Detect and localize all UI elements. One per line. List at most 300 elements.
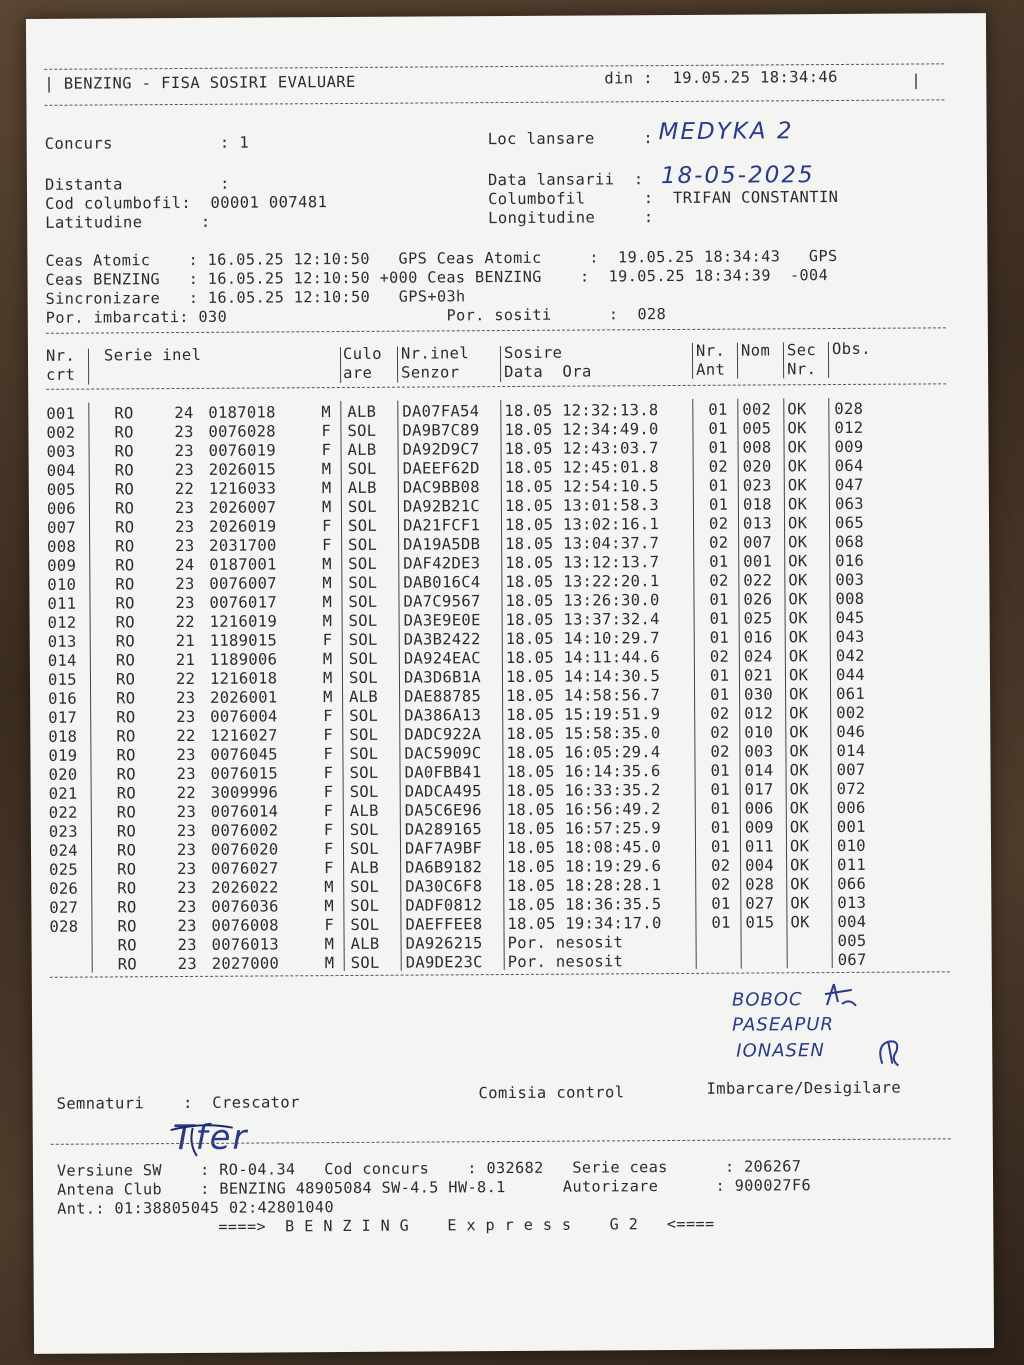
row-sec: OK xyxy=(788,609,808,628)
row-sec: OK xyxy=(790,894,810,913)
row-culoare: SOL xyxy=(349,744,379,763)
row-sex: F xyxy=(321,441,332,460)
header-crt: crt xyxy=(46,365,76,384)
imbarcare-desigilare-label: Imbarcare/Desigilare xyxy=(706,1078,902,1098)
row-senzor: DAC5909C xyxy=(404,744,482,763)
row-nom: 030 xyxy=(744,685,774,704)
row-sosire: 18.05 14:58:56.7 xyxy=(506,686,661,706)
row-inel: 0076004 xyxy=(210,707,278,726)
row-senzor: DA5C6E96 xyxy=(404,801,482,820)
row-obs: 061 xyxy=(836,684,866,704)
row-sec: OK xyxy=(789,723,809,742)
row-sec: OK xyxy=(789,742,809,761)
row-sosire: Por. nesosit xyxy=(507,952,624,972)
row-sex: M xyxy=(324,954,335,973)
arrival-sheet-paper xyxy=(26,13,994,1354)
row-sec: OK xyxy=(788,552,808,571)
row-inel: 1216033 xyxy=(208,479,277,498)
row-nom: 002 xyxy=(742,400,772,419)
row-antena: 01 xyxy=(708,476,729,495)
row-antena: 02 xyxy=(710,742,730,761)
row-obs: 012 xyxy=(834,418,864,438)
row-sec: OK xyxy=(787,514,808,533)
row-sosire: 18.05 14:11:44.6 xyxy=(505,648,661,668)
row-crt: 021 xyxy=(48,784,78,803)
row-senzor: DA289165 xyxy=(404,820,483,839)
row-antena: 02 xyxy=(709,571,729,590)
row-senzor: DAEFFEE8 xyxy=(405,915,483,934)
row-crt: 018 xyxy=(48,727,78,746)
longitudine-field: Longitudine : xyxy=(488,208,654,228)
row-crt: 013 xyxy=(47,632,77,651)
row-an: 23 xyxy=(177,954,198,974)
row-an: 23 xyxy=(177,859,197,879)
row-sec: OK xyxy=(787,438,807,457)
row-sosire: 18.05 18:19:29.6 xyxy=(507,857,662,877)
col-line-5-header xyxy=(692,343,693,379)
row-nom: 006 xyxy=(744,799,774,818)
row-sex: M xyxy=(322,555,332,574)
row-an: 22 xyxy=(176,783,196,803)
row-sex: M xyxy=(324,897,335,916)
row-obs: 045 xyxy=(835,608,865,628)
row-culoare: SOL xyxy=(348,554,378,573)
header-serie-inel: Serie inel xyxy=(103,345,202,365)
row-sec: OK xyxy=(787,457,807,476)
row-crt: 026 xyxy=(49,879,79,898)
header-culoare-2: are xyxy=(343,363,373,383)
row-antena: 01 xyxy=(710,685,730,704)
row-an: 22 xyxy=(175,612,195,632)
row-sex: F xyxy=(322,631,333,650)
row-culoare: SOL xyxy=(347,421,377,440)
row-nom: 008 xyxy=(742,438,772,457)
row-tara: RO xyxy=(114,480,135,499)
row-antena: 01 xyxy=(708,400,728,419)
row-tara: RO xyxy=(116,803,137,822)
row-sec: OK xyxy=(790,913,810,932)
row-nom: 003 xyxy=(744,742,774,761)
row-nom: 013 xyxy=(742,514,772,533)
row-antena: 01 xyxy=(710,818,731,837)
row-antena: 02 xyxy=(708,514,729,533)
row-sec: OK xyxy=(788,590,808,609)
row-an: 22 xyxy=(174,479,195,499)
concurs-field: Concurs : 1 xyxy=(44,133,250,153)
row-an: 23 xyxy=(176,821,197,841)
row-sec: OK xyxy=(789,837,810,856)
row-antena: 02 xyxy=(710,704,730,723)
row-nom: 027 xyxy=(745,894,775,913)
row-antena: 02 xyxy=(708,457,729,476)
row-inel: 0076019 xyxy=(208,441,277,460)
handwritten-note-3: IONASEN xyxy=(736,1040,825,1062)
row-sex: F xyxy=(323,745,334,764)
row-obs: 002 xyxy=(836,703,866,723)
latitudine-field: Latitudine : xyxy=(45,212,211,232)
row-senzor: DA0FBB41 xyxy=(404,763,482,782)
row-an: 23 xyxy=(174,460,195,480)
row-culoare: ALB xyxy=(350,934,380,953)
columbofil-field: Columbofil : TRIFAN CONSTANTIN xyxy=(487,187,839,209)
distanta-field: Distanta : xyxy=(44,174,230,194)
row-crt: 011 xyxy=(47,594,77,613)
row-culoare: SOL xyxy=(347,497,377,516)
row-tara: RO xyxy=(114,442,134,461)
row-nom: 024 xyxy=(743,647,773,666)
row-senzor: DA07FA54 xyxy=(402,402,480,421)
row-obs: 008 xyxy=(835,589,865,609)
row-nom: 022 xyxy=(743,571,773,590)
row-culoare: SOL xyxy=(348,649,378,668)
row-obs: 064 xyxy=(834,456,864,476)
row-sosire: 18.05 12:45:01.8 xyxy=(504,458,659,478)
row-nom: 007 xyxy=(743,533,773,552)
crescator-signature: Tfer xyxy=(172,1117,249,1159)
row-sec: OK xyxy=(787,476,808,495)
row-antena: 01 xyxy=(709,609,729,628)
row-nom: 014 xyxy=(744,761,774,780)
row-obs: 004 xyxy=(837,912,867,932)
row-sosire: 18.05 13:01:58.3 xyxy=(504,496,660,516)
row-obs: 065 xyxy=(834,513,864,533)
table-header-divider xyxy=(46,383,946,389)
porumbei-count-line: Por. imbarcati: 030 Por. sositi : 028 xyxy=(45,305,667,327)
row-senzor: DA7C9567 xyxy=(403,592,481,611)
row-sosire: 18.05 19:34:17.0 xyxy=(507,914,662,934)
row-sex: M xyxy=(324,935,335,954)
row-culoare: ALB xyxy=(349,687,379,706)
row-sex: M xyxy=(322,612,333,631)
initials-mark-3 xyxy=(874,1036,908,1068)
row-culoare: SOL xyxy=(348,573,378,592)
row-antena: 01 xyxy=(709,628,730,647)
row-culoare: ALB xyxy=(347,440,377,459)
header-nom: Nom xyxy=(740,341,771,360)
row-culoare: SOL xyxy=(350,896,380,915)
row-crt: 016 xyxy=(48,689,78,708)
row-inel: 0076008 xyxy=(211,916,279,935)
row-antena: 01 xyxy=(709,666,730,685)
row-sosire: 18.05 13:12:13.7 xyxy=(505,553,660,573)
row-obs: 005 xyxy=(837,931,867,951)
row-tara: RO xyxy=(115,556,135,575)
row-culoare: SOL xyxy=(350,953,380,972)
row-tara: RO xyxy=(116,841,137,860)
row-obs: 009 xyxy=(834,437,864,457)
row-tara: RO xyxy=(114,461,135,480)
row-tara: RO xyxy=(117,955,138,974)
row-an: 21 xyxy=(175,631,196,651)
row-sosire: 18.05 12:34:49.0 xyxy=(504,420,659,440)
row-crt: 025 xyxy=(49,860,79,879)
row-an: 24 xyxy=(175,555,195,575)
header-data-ora: Data Ora xyxy=(504,362,592,382)
row-sex: M xyxy=(322,669,333,688)
row-sec: OK xyxy=(789,799,810,818)
row-crt: 009 xyxy=(47,556,77,575)
row-obs: 063 xyxy=(834,494,864,514)
row-obs: 043 xyxy=(835,627,865,647)
row-tara: RO xyxy=(116,727,136,746)
row-sex: M xyxy=(321,498,332,517)
row-nom: 010 xyxy=(744,723,774,742)
row-senzor: DADC922A xyxy=(404,725,482,744)
row-crt: 027 xyxy=(49,898,79,917)
row-sec: OK xyxy=(788,571,808,590)
row-crt: 001 xyxy=(46,404,76,423)
row-senzor: DA92B21C xyxy=(402,497,481,516)
row-sec: OK xyxy=(788,533,808,552)
row-nom: 028 xyxy=(745,875,775,894)
row-sex: F xyxy=(321,517,332,536)
row-sec: OK xyxy=(788,628,809,647)
row-senzor: DAEEF62D xyxy=(402,459,480,478)
col-line-2-header xyxy=(340,347,341,383)
row-sec: OK xyxy=(787,495,808,514)
row-senzor: DADF0812 xyxy=(405,896,483,915)
row-antena: 01 xyxy=(710,837,731,856)
row-crt: 003 xyxy=(46,442,76,461)
row-crt: 020 xyxy=(48,765,78,784)
row-sex: M xyxy=(324,878,334,897)
row-sosire: 18.05 18:36:35.5 xyxy=(507,895,662,915)
row-nom: 016 xyxy=(743,628,773,647)
row-sex: M xyxy=(322,574,333,593)
col-line-3-header xyxy=(397,347,398,383)
row-nom: 001 xyxy=(743,552,773,571)
row-senzor: DA3B2422 xyxy=(403,630,481,649)
row-sex: F xyxy=(321,422,332,441)
row-crt: 010 xyxy=(47,575,77,594)
row-tara: RO xyxy=(115,651,136,670)
row-crt: 019 xyxy=(48,746,78,765)
row-sex: M xyxy=(322,593,333,612)
header-ant: Ant xyxy=(696,360,726,379)
row-an: 22 xyxy=(176,726,196,746)
row-sex: F xyxy=(323,821,334,840)
header-obs: Obs. xyxy=(831,339,871,359)
row-senzor: DA3D6B1A xyxy=(403,668,482,687)
row-nom: 020 xyxy=(742,457,772,476)
row-obs: 001 xyxy=(836,817,866,837)
row-sex: F xyxy=(324,916,335,935)
row-an: 22 xyxy=(175,669,196,689)
row-tara: RO xyxy=(116,765,136,784)
row-sex: M xyxy=(321,479,332,498)
row-an: 23 xyxy=(174,441,194,461)
row-sec: OK xyxy=(787,400,807,419)
row-antena: 02 xyxy=(710,723,730,742)
header-end-bar: | xyxy=(911,71,922,90)
row-sex: F xyxy=(323,707,333,726)
row-sosire: 18.05 13:04:37.7 xyxy=(505,534,660,554)
row-crt: 012 xyxy=(47,613,77,632)
row-obs: 014 xyxy=(836,741,866,761)
col-line-6-header xyxy=(737,343,738,379)
row-senzor: DADCA495 xyxy=(404,782,482,801)
row-inel: 0076036 xyxy=(211,897,279,916)
row-inel: 0076020 xyxy=(210,840,279,859)
row-culoare: ALB xyxy=(350,858,380,877)
row-culoare: ALB xyxy=(347,402,377,421)
row-an: 23 xyxy=(175,536,195,556)
row-sosire: 18.05 13:02:16.1 xyxy=(504,515,660,535)
row-inel: 1216019 xyxy=(209,612,278,631)
row-tara: RO xyxy=(116,784,136,803)
loc-lansare-label: Loc lansare : xyxy=(487,129,654,149)
footer-ant-line: Ant.: 01:38805045 02:42801040 xyxy=(57,1198,335,1218)
row-sec: OK xyxy=(787,419,807,438)
row-tara: RO xyxy=(114,404,134,423)
row-sosire: 18.05 12:43:03.7 xyxy=(504,439,659,459)
row-nom: 021 xyxy=(743,666,773,685)
row-inel: 2027000 xyxy=(211,954,280,973)
col-line-4-header xyxy=(500,346,501,382)
footer-versiune-line: Versiune SW : RO-04.34 Cod concurs : 032682 Serie ceas : 206267 xyxy=(56,1157,802,1180)
row-senzor: DA92D9C7 xyxy=(402,440,480,459)
row-tara: RO xyxy=(115,575,135,594)
row-inel: 1189006 xyxy=(209,650,278,669)
row-obs: 011 xyxy=(837,855,867,875)
row-obs: 006 xyxy=(836,798,866,818)
col-line-7-header xyxy=(783,342,784,378)
row-tara: RO xyxy=(116,708,136,727)
row-an: 23 xyxy=(176,764,196,784)
row-nom: 023 xyxy=(742,476,772,495)
row-inel: 0076014 xyxy=(210,802,279,821)
row-obs: 042 xyxy=(835,646,865,666)
sheet-title: | BENZING - FISA SOSIRI EVALUARE xyxy=(44,72,356,93)
row-an: 23 xyxy=(176,707,196,727)
header-culoare-1: Culo xyxy=(342,344,382,364)
row-tara: RO xyxy=(115,632,136,651)
row-an: 23 xyxy=(177,878,197,898)
row-tara: RO xyxy=(115,670,136,689)
row-sex: F xyxy=(323,783,334,802)
row-crt: 006 xyxy=(46,499,76,518)
row-obs: 016 xyxy=(835,551,865,571)
row-sec: OK xyxy=(790,856,810,875)
row-crt: 022 xyxy=(48,803,78,822)
row-culoare: ALB xyxy=(349,801,379,820)
row-sosire: 18.05 15:19:51.9 xyxy=(506,705,661,725)
row-nom: 005 xyxy=(742,419,772,438)
row-senzor: DA19A5DB xyxy=(403,535,481,554)
row-an: 23 xyxy=(177,916,197,936)
row-sosire: 18.05 12:54:10.5 xyxy=(504,477,659,497)
row-nom: 009 xyxy=(744,818,774,837)
row-sec: OK xyxy=(789,761,809,780)
row-culoare: SOL xyxy=(348,630,378,649)
header-nr-inel: Nr.inel xyxy=(400,344,470,363)
row-inel: 0076015 xyxy=(210,764,279,783)
row-antena: 01 xyxy=(709,552,729,571)
row-culoare: SOL xyxy=(349,820,379,839)
row-antena: 01 xyxy=(710,761,730,780)
row-culoare: SOL xyxy=(349,839,379,858)
row-sosire: 18.05 16:56:49.2 xyxy=(506,800,661,820)
row-an: 23 xyxy=(175,593,195,613)
row-culoare: SOL xyxy=(348,668,378,687)
row-antena: 02 xyxy=(709,533,729,552)
row-sec: OK xyxy=(789,685,809,704)
row-crt: 024 xyxy=(48,841,78,860)
row-sosire: 18.05 14:10:29.7 xyxy=(505,629,660,649)
row-tara: RO xyxy=(114,423,134,442)
row-inel: 1216027 xyxy=(210,726,278,745)
row-obs: 068 xyxy=(835,532,865,552)
comisia-control-label: Comisia control xyxy=(478,1083,625,1103)
row-sec: OK xyxy=(788,666,809,685)
row-tara: RO xyxy=(117,936,137,955)
row-inel: 0076007 xyxy=(209,574,277,593)
row-sosire: Por. nesosit xyxy=(507,933,624,953)
row-nom: 012 xyxy=(744,704,774,723)
row-senzor: DA9DE23C xyxy=(405,953,483,972)
loc-lansare-handwritten: MEDYKA 2 xyxy=(658,118,794,146)
row-obs: 013 xyxy=(837,893,867,913)
row-an: 23 xyxy=(174,498,195,518)
row-inel: 1189015 xyxy=(209,631,278,650)
row-sec: OK xyxy=(789,818,810,837)
row-sex: F xyxy=(323,764,334,783)
row-sex: F xyxy=(323,840,334,859)
row-tara: RO xyxy=(117,879,137,898)
row-tara: RO xyxy=(117,917,137,936)
row-sex: M xyxy=(321,460,332,479)
row-culoare: SOL xyxy=(350,877,380,896)
cod-columbofil-field: Cod columbofil: 00001 007481 xyxy=(45,193,328,213)
initials-mark-1 xyxy=(822,980,862,1010)
row-senzor: DAF42DE3 xyxy=(403,554,481,573)
row-inel: 2026007 xyxy=(208,498,277,517)
row-senzor: DA21FCF1 xyxy=(402,516,481,535)
row-inel: 0076027 xyxy=(211,859,279,878)
row-antena: 01 xyxy=(710,780,730,799)
row-an: 23 xyxy=(176,745,196,765)
row-tara: RO xyxy=(115,613,135,632)
row-senzor: DAB016C4 xyxy=(403,573,481,592)
row-sex: M xyxy=(322,650,333,669)
row-tara: RO xyxy=(114,518,135,537)
row-sex: F xyxy=(323,726,334,745)
row-sosire: 18.05 18:28:28.1 xyxy=(507,876,662,896)
row-crt: 017 xyxy=(48,708,78,727)
row-senzor: DA3E9E0E xyxy=(403,611,481,630)
row-sosire: 18.05 18:08:45.0 xyxy=(506,838,662,858)
row-antena: 02 xyxy=(711,856,731,875)
row-senzor: DA9B7C89 xyxy=(402,421,480,440)
row-nom: 026 xyxy=(743,590,773,609)
row-culoare: SOL xyxy=(347,516,377,535)
row-tara: RO xyxy=(116,822,137,841)
print-date: din : 19.05.25 18:34:46 xyxy=(604,67,838,88)
data-lansarii-label: Data lansarii : xyxy=(487,170,644,190)
row-an: 23 xyxy=(176,688,196,708)
row-obs: 072 xyxy=(836,779,866,799)
row-tara: RO xyxy=(115,537,135,556)
header-sec: Sec xyxy=(786,341,817,360)
row-sex: F xyxy=(324,859,334,878)
row-sosire: 18.05 12:32:13.8 xyxy=(504,401,659,421)
footer-benzing-express: ====> B E N Z I N G E x p r e s s G 2 <==== xyxy=(218,1214,715,1236)
row-senzor: DAF7A9BF xyxy=(404,839,483,858)
row-tara: RO xyxy=(117,898,137,917)
row-crt: 004 xyxy=(46,461,76,480)
row-sec: OK xyxy=(789,704,809,723)
row-inel: 0187018 xyxy=(208,403,276,422)
